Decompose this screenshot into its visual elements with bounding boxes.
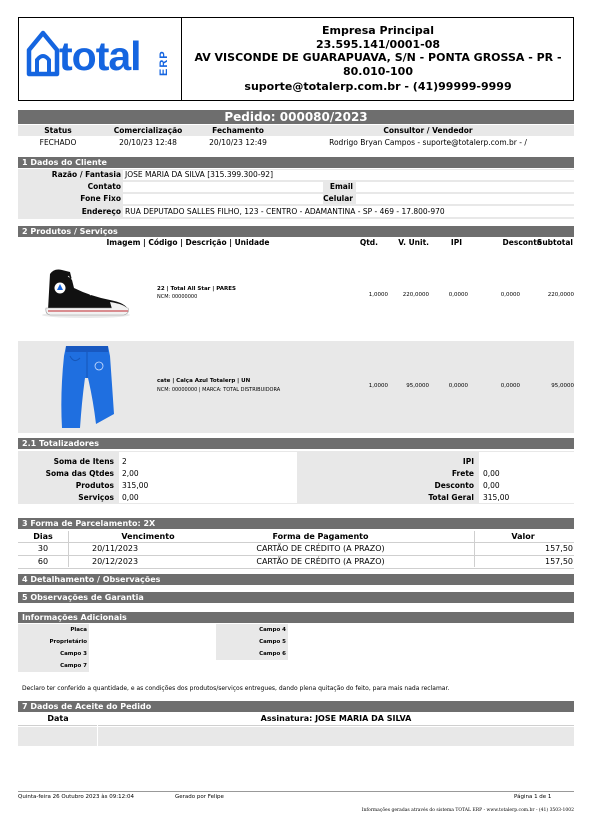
client-celular-field <box>356 194 574 204</box>
product-image-pants <box>60 344 114 430</box>
installment-forma: CARTÃO DE CRÉDITO (A PRAZO) <box>256 544 385 553</box>
product-name: cate | Calça Azul Totalerp | UN <box>157 378 251 384</box>
product-subtotal: 220,0000 <box>547 292 574 298</box>
installments-header-row <box>18 531 574 543</box>
acceptance-date-label: Data <box>47 714 69 723</box>
product-name: 22 | Total All Star | PARES <box>157 286 236 292</box>
additional-field-label: Campo 7 <box>60 663 87 669</box>
totals-label: Total Geral <box>428 493 474 502</box>
additional-field-label: Campo 6 <box>259 651 286 657</box>
client-contato-field <box>123 182 323 192</box>
footer-page: Página 1 de 1 <box>514 794 552 800</box>
acceptance-header-row <box>18 713 574 726</box>
totals-label: Soma das Qtdes <box>45 469 114 478</box>
totals-value: 0,00 <box>483 481 500 490</box>
acceptance-signature-area <box>18 727 574 746</box>
totals-label: Produtos <box>75 481 114 490</box>
sneaker-icon <box>40 266 132 320</box>
declaration-text: Declaro ter conferido a quantidade, e as condições dos produtos/serviços entregues, dando plena quitação do feito, para mais nada reclamar. <box>22 685 450 692</box>
totals-value: 315,00 <box>122 481 149 490</box>
logo-text: total <box>59 33 141 79</box>
installment-row <box>18 556 574 569</box>
company-contact: suporte@totalerp.com.br - (41)99999-9999 <box>244 80 512 93</box>
order-comercializacao-value: 20/10/23 12:48 <box>119 138 177 147</box>
products-header-row <box>18 238 574 248</box>
additional-field-label: Proprietário <box>49 639 87 645</box>
acceptance-section-title: 7 Dados de Aceite do Pedido <box>22 702 152 711</box>
client-email-label: Email <box>329 182 353 191</box>
totals-section-bar <box>18 438 574 449</box>
totals-value: 2,00 <box>122 469 139 478</box>
footer-rule <box>18 791 574 792</box>
client-section-title: 1 Dados do Cliente <box>22 158 107 167</box>
acceptance-divider <box>97 713 98 746</box>
installment-dias: 60 <box>37 557 49 566</box>
totals-value: 0,00 <box>483 469 500 478</box>
company-cnpj: 23.595.141/0001-08 <box>315 38 441 51</box>
product-subtotal: 95,0000 <box>551 383 574 389</box>
order-title-bar <box>18 110 574 124</box>
order-header-comercializacao: Comercialização <box>113 126 183 135</box>
product-qtd: 1,0000 <box>368 292 388 298</box>
installments-header-dias: Dias <box>33 532 53 541</box>
client-endereco-label: Endereço <box>81 207 121 216</box>
totals-section-title: 2.1 Totalizadores <box>22 439 99 448</box>
totals-value: 0,00 <box>122 493 139 502</box>
product-ipi: 0,0000 <box>448 383 468 389</box>
products-header-ipi: IPI <box>450 238 462 247</box>
installment-valor: 157,50 <box>545 557 573 566</box>
client-fone-label: Fone Fixo <box>80 194 121 203</box>
company-address: AV VISCONDE DE GUARAPUAVA, S/N - PONTA GROSSA - PR - 80.010-100 <box>194 51 562 78</box>
order-header-fechamento: Fechamento <box>212 126 264 135</box>
totals-label: Serviços <box>78 493 114 502</box>
order-title: Pedido: 000080/2023 <box>224 110 368 124</box>
installments-header-vencimento: Vencimento <box>121 532 175 541</box>
product-ncm: NCM: 00000000 <box>157 294 198 300</box>
additional-field-label: Campo 3 <box>60 651 87 657</box>
additional-section-title: Informações Adicionais <box>22 613 127 622</box>
installment-vencimento: 20/11/2023 <box>92 544 139 553</box>
client-email-field <box>356 182 574 192</box>
installment-valor: 157,50 <box>545 544 573 553</box>
acceptance-section-bar <box>18 701 574 712</box>
installments-section-title: 3 Forma de Parcelamento: 2X <box>22 519 156 528</box>
totals-label: Desconto <box>434 481 474 490</box>
details-section-title: 4 Detalhamento / Observações <box>22 575 161 584</box>
installments-header-valor: Valor <box>511 532 535 541</box>
product-vunit: 95,0000 <box>406 383 429 389</box>
product-desconto: 0,0000 <box>500 292 520 298</box>
client-razao-label: Razão / Fantasia <box>51 170 121 179</box>
product-qtd: 1,0000 <box>368 383 388 389</box>
product-vunit: 220,0000 <box>402 292 429 298</box>
order-values-row <box>18 137 574 148</box>
products-header-qtd: Qtd. <box>359 238 378 247</box>
installment-forma: CARTÃO DE CRÉDITO (A PRAZO) <box>256 557 385 566</box>
installment-row <box>18 543 574 556</box>
totals-value: 315,00 <box>483 493 510 502</box>
products-header-desc: Imagem | Código | Descrição | Unidade <box>106 238 270 247</box>
client-razao-value: JOSE MARIA DA SILVA [315.399.300-92] <box>125 170 274 179</box>
product-ipi: 0,0000 <box>448 292 468 298</box>
order-header-status: Status <box>44 126 72 135</box>
order-header-consultor: Consultor / Vendedor <box>383 126 473 135</box>
client-contato-label: Contato <box>87 182 121 191</box>
products-header-vunit: V. Unit. <box>398 238 429 247</box>
additional-field-label: Placa <box>70 627 87 633</box>
pants-icon <box>60 344 114 430</box>
order-header-row <box>18 125 574 136</box>
logo-shield-icon <box>26 30 60 80</box>
footer-generated: Gerado por Felipe <box>175 794 224 800</box>
totals-left-values <box>119 452 297 503</box>
order-fechamento-value: 20/10/23 12:49 <box>209 138 267 147</box>
warranty-section-bar <box>18 592 574 603</box>
product-image-sneaker <box>40 266 132 320</box>
client-section-bar <box>18 157 574 168</box>
order-status-value: FECHADO <box>39 138 77 147</box>
products-header-subtotal: Subtotal <box>536 238 573 247</box>
products-section-bar <box>18 226 574 237</box>
installment-vencimento: 20/12/2023 <box>92 557 139 566</box>
logo-vertical-text: ERP <box>158 50 170 76</box>
client-celular-label: Celular <box>323 194 353 203</box>
additional-field-label: Campo 4 <box>259 627 286 633</box>
additional-section-bar <box>18 612 574 623</box>
products-section-title: 2 Produtos / Serviços <box>22 227 118 236</box>
details-section-bar <box>18 574 574 585</box>
client-fone-field <box>123 194 323 204</box>
totals-value: 2 <box>122 457 127 466</box>
product-desconto: 0,0000 <box>500 383 520 389</box>
footer-date: Quinta-feira 26 Outubro 2023 às 09:12:04 <box>18 794 134 800</box>
product-ncm: NCM: 00000000 | MARCA: TOTAL DISTRIBUIDORA <box>157 387 281 393</box>
additional-field-label: Campo 5 <box>259 639 286 645</box>
client-endereco-value: RUA DEPUTADO SALLES FILHO, 123 - CENTRO - ADAMANTINA - SP - 469 - 17.800-970 <box>125 207 445 216</box>
installments-header-forma: Forma de Pagamento <box>272 532 369 541</box>
totals-label: IPI <box>462 457 474 466</box>
totals-label: Soma de Itens <box>53 457 114 466</box>
company-logo <box>24 24 176 94</box>
installment-dias: 30 <box>37 544 49 553</box>
products-header-desconto: Desconto <box>502 238 542 247</box>
company-name: Empresa Principal <box>322 24 434 37</box>
warranty-section-title: 5 Observações de Garantia <box>22 593 144 602</box>
installments-section-bar <box>18 518 574 529</box>
order-consultor-value: Rodrigo Bryan Campos - suporte@totalerp.com.br - / <box>329 138 527 147</box>
acceptance-signature-label: Assinatura: JOSE MARIA DA SILVA <box>260 714 412 723</box>
totals-label: Frete <box>451 469 474 478</box>
footer-info: Informações geradas através do sistema TOTAL ERP - www.totalerp.com.br - (41) 3503-1002 <box>361 808 574 813</box>
